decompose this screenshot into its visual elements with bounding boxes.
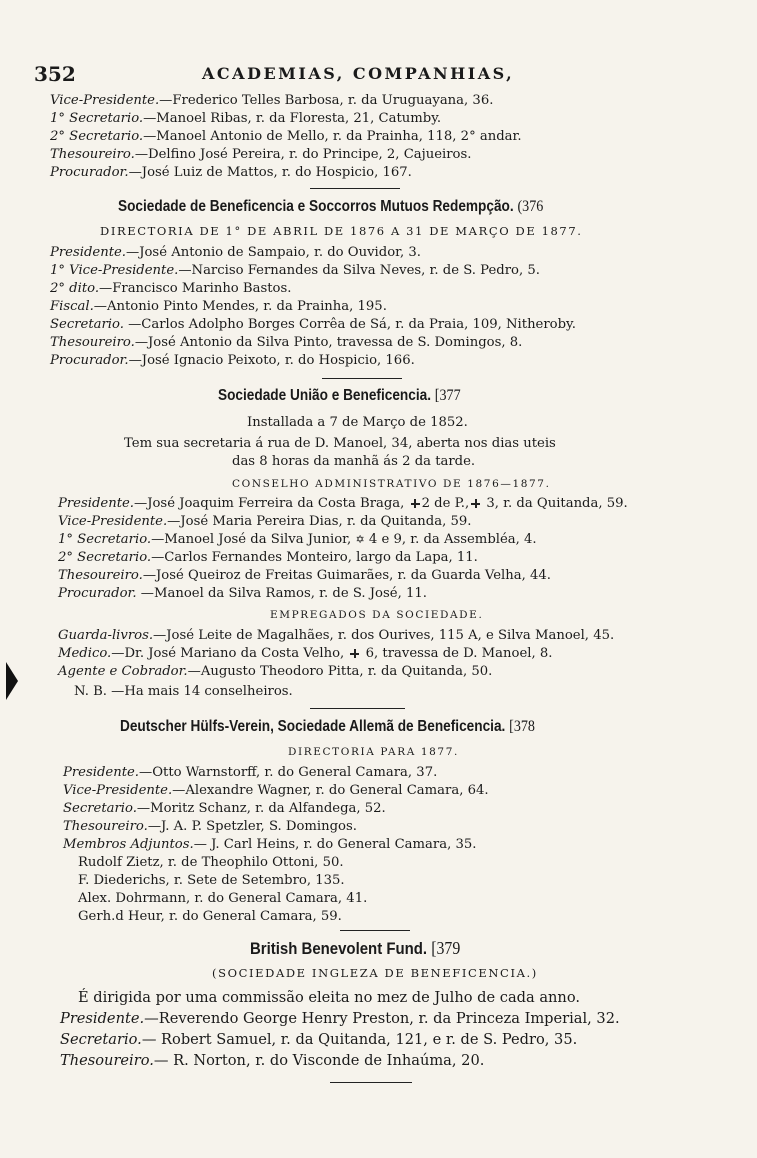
entry-thesoureiro: Thesoureiro.— R. Norton, r. do Visconde de Inhaúma, 20. (60, 1052, 485, 1069)
entry-2-dito: 2° dito.—Francisco Marinho Bastos. (50, 281, 292, 296)
entry-guarda-livros: Guarda-livros.—José Leite de Magalhães, r. dos Ourives, 115 A, e Silva Manoel, 45. (58, 628, 615, 643)
section-subtitle: DIRECTORIA DE 1° DE ABRIL DE 1876 A 31 DE MARÇO DE 1877. (100, 224, 583, 238)
entry-procurador: Procurador. —Manoel da Silva Ramos, r. de S. José, 11. (58, 586, 427, 601)
entry-procurador: Procurador.—José Ignacio Peixoto, r. do Hospicio, 166. (50, 353, 415, 368)
installed-note: Installada a 7 de Março de 1852. (247, 415, 468, 430)
section-subtitle: DIRECTORIA PARA 1877. (288, 746, 459, 758)
entry-1-secretario: 1° Secretario.—Manoel Ribas, r. da Floresta, 21, Catumby. (50, 111, 442, 126)
entry-presidente: Presidente.—Reverendo George Henry Preston, r. da Princeza Imperial, 32. (60, 1010, 620, 1027)
section-title: Deutscher Hülfs-Verein, Sociedade Allemã de Beneficencia. [378 (120, 718, 535, 735)
entry-vice-presidente: Vice-Presidente.—Alexandre Wagner, r. do General Camara, 64. (63, 783, 489, 798)
section-title: Sociedade União e Beneficencia. [377 (218, 387, 461, 404)
divider (330, 1082, 412, 1083)
divider (322, 378, 402, 379)
nb-note: N. B. —Ha mais 14 conselheiros. (74, 684, 293, 699)
entry-presidente: Presidente.—José Joaquim Ferreira da Costa Braga, 2 de P., 3, r. da Quitanda, 59. (58, 496, 628, 511)
member-line: F. Diederichs, r. Sete de Setembro, 135. (78, 873, 345, 888)
margin-marker-icon (6, 662, 18, 700)
entry-vice-presidente: Vice-Presidente.—José Maria Pereira Dias, r. da Quitanda, 59. (58, 514, 472, 529)
entry-agente: Agente e Cobrador.—Augusto Theodoro Pitta, r. da Quitanda, 50. (58, 664, 493, 679)
council-heading: CONSELHO ADMINISTRATIVO DE 1876—1877. (232, 478, 551, 490)
entry-thesoureiro: Thesoureiro.—J. A. P. Spetzler, S. Domingos. (63, 819, 357, 834)
divider (310, 188, 400, 189)
entry-presidente: Presidente.—Otto Warnstorff, r. do General Camara, 37. (63, 765, 438, 780)
section-ref: [377 (434, 387, 461, 404)
entry-secretario: Secretario.— Robert Samuel, r. da Quitanda, 121, e r. de S. Pedro, 35. (60, 1031, 578, 1048)
entry-membros-adjuntos: Membros Adjuntos.— J. Carl Heins, r. do General Camara, 35. (63, 837, 477, 852)
entry-1-vice-presidente: 1° Vice-Presidente.—Narciso Fernandes da Silva Neves, r. de S. Pedro, 5. (50, 263, 540, 278)
entry-2-secretario: 2° Secretario.—Carlos Fernandes Monteiro, largo da Lapa, 11. (58, 550, 478, 565)
entry-procurador: Procurador.—José Luiz de Mattos, r. do Hospicio, 167. (50, 165, 412, 180)
info-line: Tem sua secretaria á rua de D. Manoel, 34, aberta nos dias uteis (124, 436, 556, 451)
info-line: das 8 horas da manhã ás 2 da tarde. (232, 454, 476, 469)
divider (310, 708, 405, 709)
entry-secretario: Secretario.—Moritz Schanz, r. da Alfandega, 52. (63, 801, 386, 816)
entry-presidente: Presidente.—José Antonio de Sampaio, r. do Ouvidor, 3. (50, 245, 421, 260)
section-title: British Benevolent Fund. [379 (250, 938, 461, 958)
employees-heading: EMPREGADOS DA SOCIEDADE. (270, 609, 484, 621)
entry-fiscal: Fiscal.—Antonio Pinto Mendes, r. da Prainha, 195. (50, 299, 387, 314)
member-line: Gerh.d Heur, r. do General Camara, 59. (78, 909, 342, 924)
section-subtitle: (SOCIEDADE INGLEZA DE BENEFICENCIA.) (212, 966, 538, 980)
entry-2-secretario: 2° Secretario.—Manoel Antonio de Mello, r. da Prainha, 118, 2° andar. (50, 129, 522, 144)
divider (340, 930, 410, 931)
star-icon: ✡ (355, 533, 365, 546)
entry-vice-presidente: Vice-Presidente.—Frederico Telles Barbosa, r. da Uruguayana, 36. (50, 93, 494, 108)
member-line: Alex. Dohrmann, r. do General Camara, 41. (78, 891, 368, 906)
section-ref: (376 (517, 198, 544, 215)
section-title: Sociedade de Beneficencia e Soccorros Mutuos Redempção. (376 (118, 198, 544, 215)
member-line: Rudolf Zietz, r. de Theophilo Ottoni, 50. (78, 855, 344, 870)
entry-thesoureiro: Thesoureiro.—José Queiroz de Freitas Guimarães, r. da Guarda Velha, 44. (58, 568, 551, 583)
cross-icon (471, 499, 480, 508)
cross-icon (411, 499, 420, 508)
cross-icon (350, 649, 359, 658)
entry-medico: Medico.—Dr. José Mariano da Costa Velho, 6, travessa de D. Manoel, 8. (58, 646, 553, 661)
page-header (34, 62, 694, 86)
entry-thesoureiro: Thesoureiro.—José Antonio da Silva Pinto, travessa de S. Domingos, 8. (50, 335, 523, 350)
entry-secretario: Secretario. —Carlos Adolpho Borges Corrêa de Sá, r. da Praia, 109, Nitheroby. (50, 317, 576, 332)
section-ref: [379 (431, 938, 461, 958)
page-number: 352 (34, 62, 76, 86)
entry-thesoureiro: Thesoureiro.—Delfino José Pereira, r. do Principe, 2, Cajueiros. (50, 147, 472, 162)
running-title: ACADEMIAS, COMPANHIAS, (202, 64, 515, 83)
intro-line: É dirigida por uma commissão eleita no mez de Julho de cada anno. (78, 989, 581, 1006)
entry-1-secretario: 1° Secretario.—Manoel José da Silva Junior, ✡ 4 e 9, r. da Assembléa, 4. (58, 532, 537, 547)
section-ref: [378 (509, 718, 535, 735)
